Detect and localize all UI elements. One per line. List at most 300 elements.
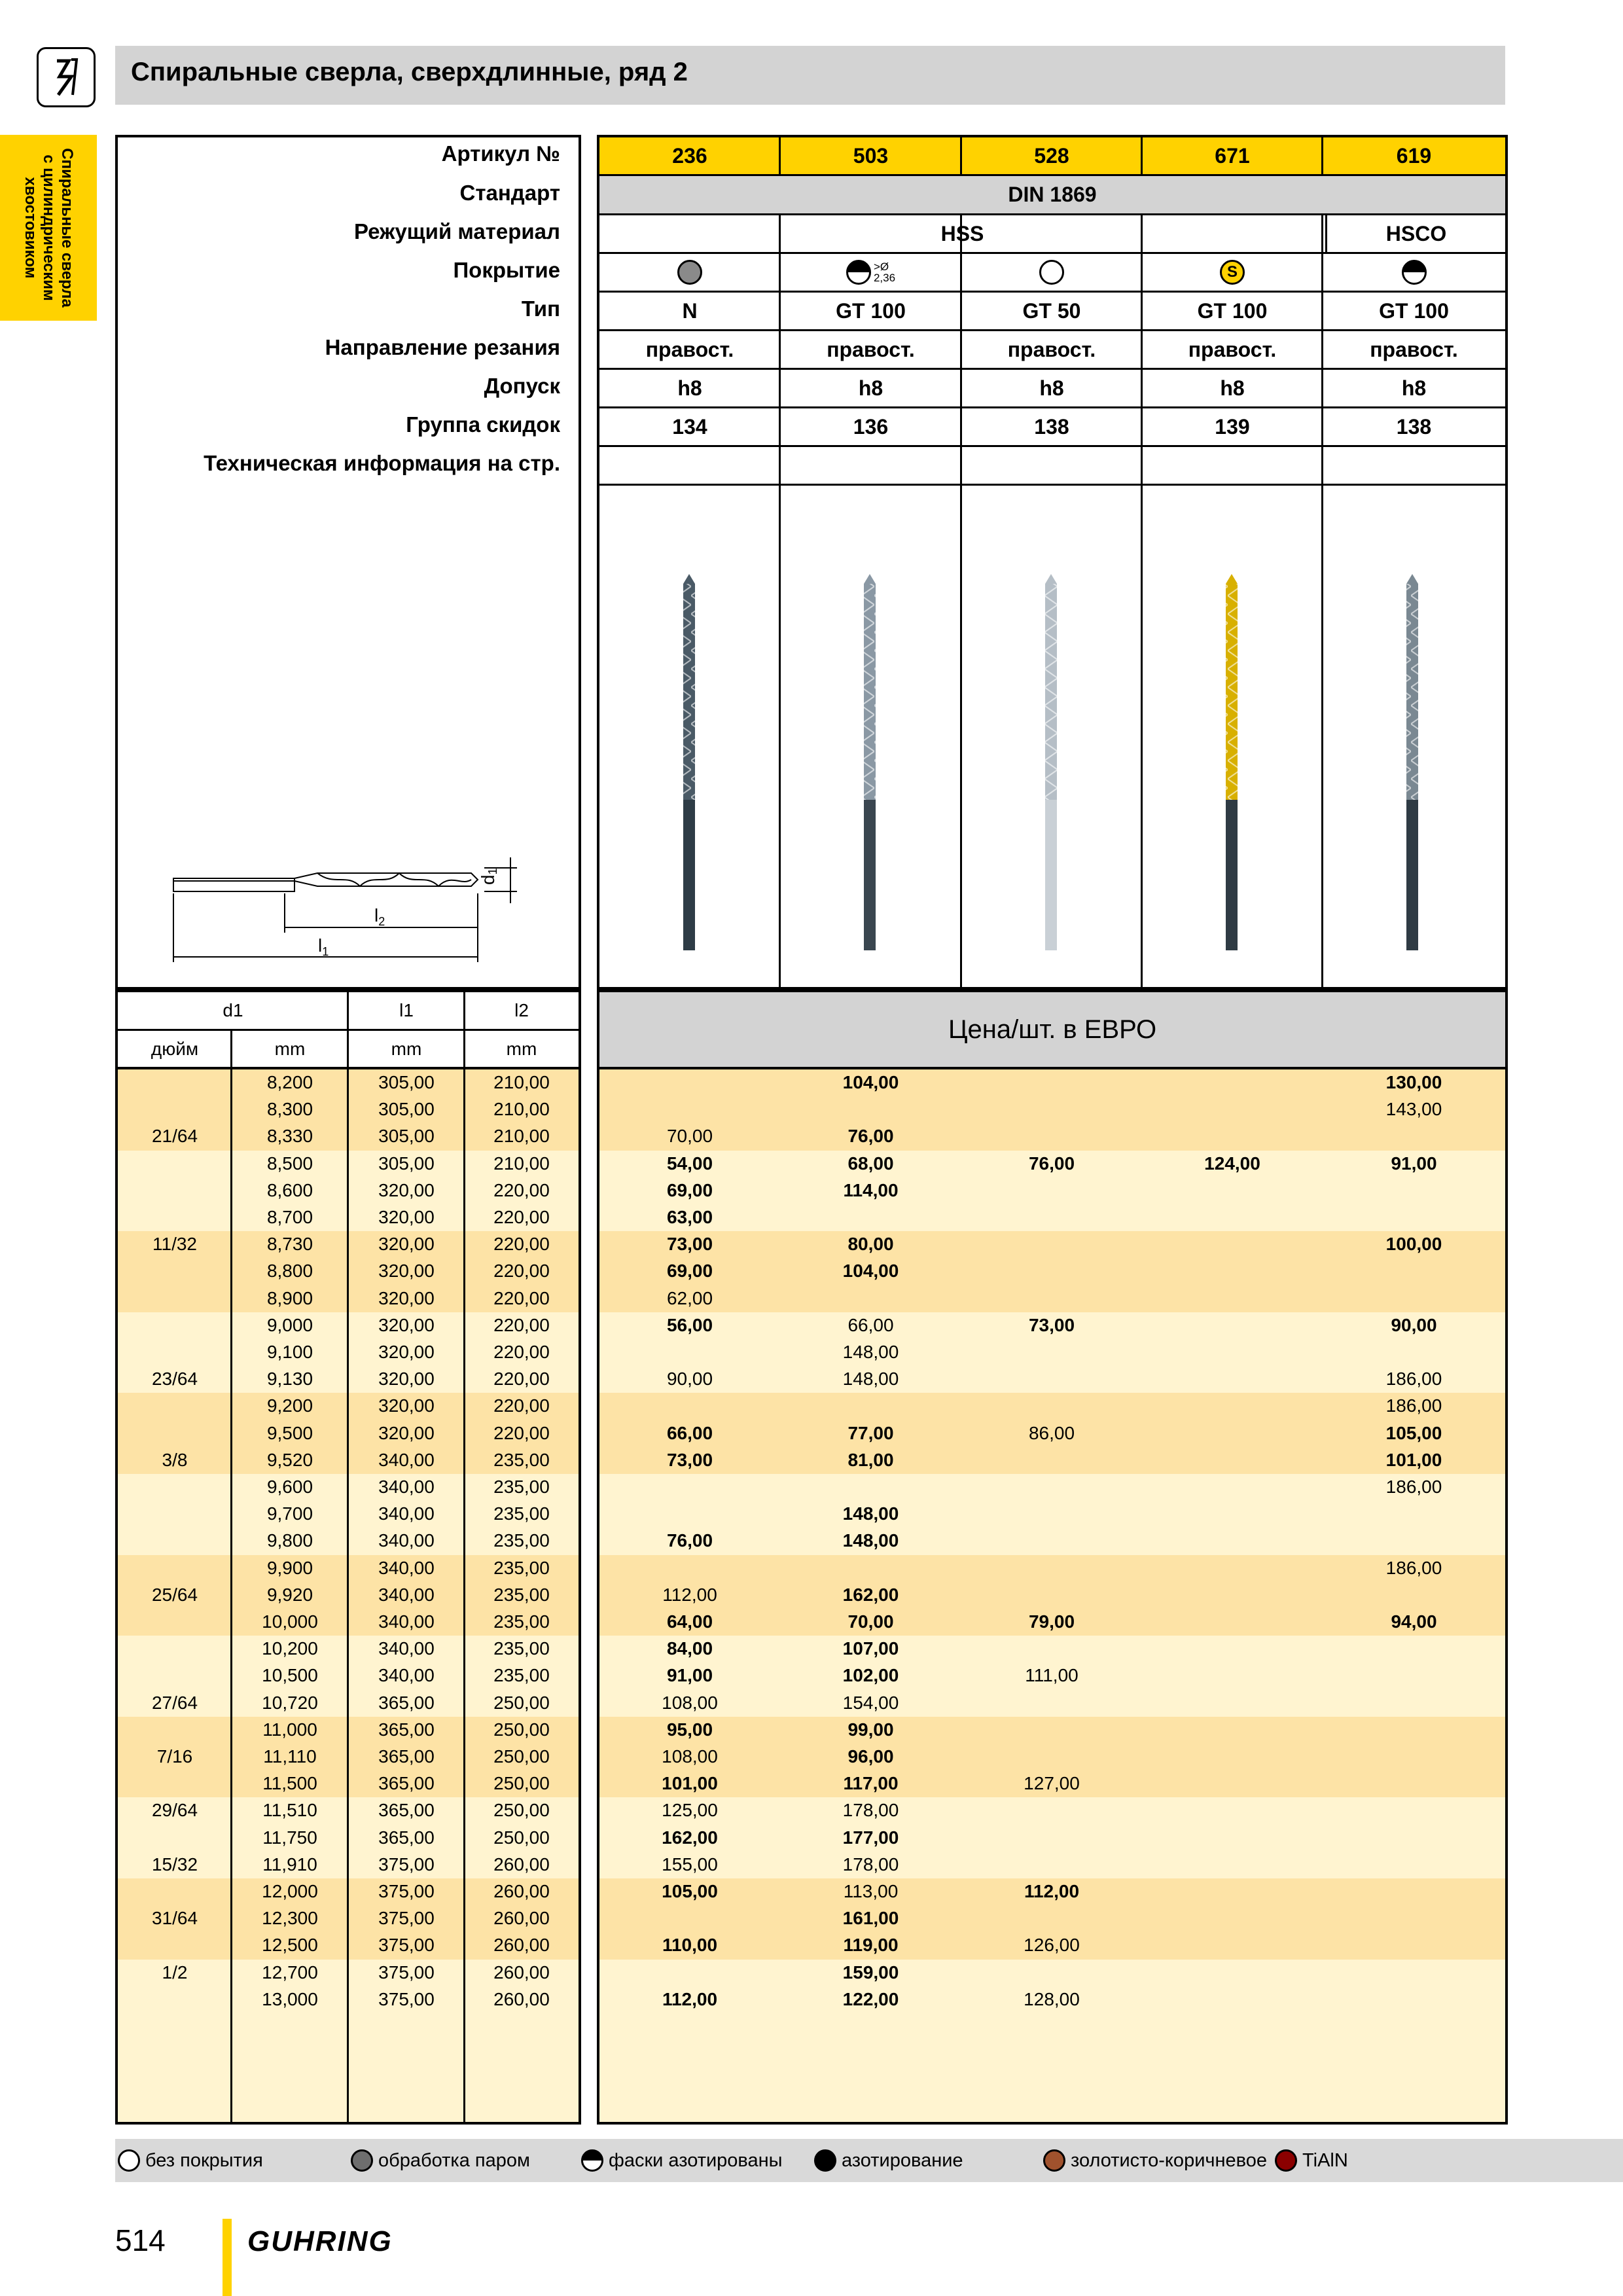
price-236: 101,00 <box>662 1773 718 1794</box>
cell-l1: 340,00 <box>378 1530 435 1551</box>
cell-l1: 305,00 <box>378 1153 435 1174</box>
side-tab <box>0 135 97 321</box>
diagram-d1-label: d1 <box>478 868 499 885</box>
cell-l2: 235,00 <box>493 1584 550 1605</box>
cell-l2: 235,00 <box>493 1503 550 1524</box>
cell-l2: 220,00 <box>493 1395 550 1416</box>
drill-503-image <box>864 574 876 950</box>
cell-l1: 320,00 <box>378 1207 435 1227</box>
cell-l2: 235,00 <box>493 1477 550 1497</box>
spec-article-619: 619 <box>1396 143 1432 168</box>
cell-d: 13,000 <box>262 1988 318 2009</box>
price-503: 104,00 <box>842 1261 899 1282</box>
price-503: 122,00 <box>842 1988 899 2009</box>
price-236: 73,00 <box>666 1234 713 1255</box>
spec-tolerance-619: h8 <box>1401 376 1427 400</box>
cell-d: 9,800 <box>266 1530 313 1551</box>
price-236: 64,00 <box>666 1611 713 1632</box>
price-header: Цена/шт. в ЕВРО <box>599 992 1505 1067</box>
price-503: 107,00 <box>842 1638 899 1659</box>
spec-discount-503: 136 <box>853 414 889 439</box>
steam-treated-icon <box>351 2149 373 2172</box>
price-619: 100,00 <box>1385 1234 1442 1255</box>
cell-l2: 220,00 <box>493 1261 550 1282</box>
spec-type-503: GT 100 <box>836 298 906 323</box>
price-236: 84,00 <box>666 1638 713 1659</box>
price-236: 105,00 <box>662 1881 718 1901</box>
cell-l1: 305,00 <box>378 1126 435 1147</box>
cell-l2: 250,00 <box>493 1800 550 1821</box>
spec-discount-619: 138 <box>1396 414 1432 439</box>
price-236: 73,00 <box>666 1449 713 1470</box>
cell-l1: 340,00 <box>378 1477 435 1497</box>
cell-inch: 25/64 <box>151 1584 198 1605</box>
price-236: 56,00 <box>666 1314 713 1335</box>
cell-d: 9,700 <box>266 1503 313 1524</box>
cell-d: 9,130 <box>266 1369 313 1390</box>
price-236: 76,00 <box>666 1530 713 1551</box>
spec-techinfo-236 <box>599 447 780 484</box>
logo <box>37 47 96 107</box>
price-619: 90,00 <box>1391 1314 1437 1335</box>
nitrided-chamfer-icon <box>581 2149 603 2172</box>
cell-inch: 15/32 <box>151 1854 198 1874</box>
price-503: 70,00 <box>847 1611 894 1632</box>
price-503: 80,00 <box>847 1234 894 1255</box>
cell-d: 11,750 <box>262 1827 317 1848</box>
legend-label: фаски азотированы <box>609 2149 783 2171</box>
spec-direction-671: правост. <box>1188 337 1277 361</box>
cell-l2: 220,00 <box>493 1207 550 1227</box>
cell-l1: 365,00 <box>378 1746 435 1767</box>
spec-techinfo-528 <box>961 447 1142 484</box>
spec-article-528: 528 <box>1034 143 1069 168</box>
cell-l2: 260,00 <box>493 1988 550 2009</box>
cell-d: 8,700 <box>266 1207 313 1227</box>
cell-l2: 260,00 <box>493 1908 550 1929</box>
cell-l2: 260,00 <box>493 1962 550 1982</box>
price-503: 178,00 <box>842 1800 899 1821</box>
cell-l2: 210,00 <box>493 1099 550 1120</box>
price-528: 86,00 <box>1028 1422 1075 1443</box>
label-tolerance: Допуск <box>484 374 560 398</box>
spec-article-236: 236 <box>672 143 707 168</box>
spec-techinfo-671 <box>1142 447 1323 484</box>
price-503: 77,00 <box>847 1422 894 1443</box>
spec-type-528: GT 50 <box>1022 298 1081 323</box>
spec-tolerance-236: h8 <box>677 376 702 400</box>
cell-l2: 235,00 <box>493 1530 550 1551</box>
price-503: 161,00 <box>842 1908 899 1929</box>
spec-direction-236: правост. <box>645 337 734 361</box>
cell-d: 9,900 <box>266 1557 313 1578</box>
drill-dimension-diagram <box>164 844 530 975</box>
spec-coating-619 <box>1323 254 1505 291</box>
legend-label: без покрытия <box>145 2149 263 2171</box>
spec-direction-528: правост. <box>1007 337 1096 361</box>
cell-d: 12,300 <box>262 1908 318 1929</box>
legend-item <box>1275 2149 1348 2172</box>
cell-inch: 1/2 <box>162 1962 188 1982</box>
row-line <box>599 291 1505 293</box>
cell-l2: 220,00 <box>493 1342 550 1362</box>
cell-d: 9,000 <box>266 1314 313 1335</box>
row-band <box>599 2040 1505 2122</box>
cell-l1: 365,00 <box>378 1692 435 1713</box>
price-236: 112,00 <box>662 1584 717 1605</box>
cell-l1: 340,00 <box>378 1503 435 1524</box>
cell-l1: 365,00 <box>378 1773 435 1794</box>
cell-inch: 23/64 <box>151 1369 198 1390</box>
price-503: 148,00 <box>842 1369 899 1390</box>
cell-inch: 29/64 <box>151 1800 198 1821</box>
header-l2: l2 <box>514 1000 529 1020</box>
cell-l2: 250,00 <box>493 1827 550 1848</box>
legend-label: золотисто-коричневое <box>1071 2149 1267 2171</box>
cell-d: 9,520 <box>266 1449 313 1470</box>
cell-d: 8,500 <box>266 1153 313 1174</box>
cell-l2: 235,00 <box>493 1611 550 1632</box>
cell-l1: 365,00 <box>378 1827 435 1848</box>
price-503: 104,00 <box>842 1072 899 1092</box>
cell-l1: 365,00 <box>378 1800 435 1821</box>
price-236: 69,00 <box>666 1261 713 1282</box>
cell-d: 9,200 <box>266 1395 313 1416</box>
cell-d: 10,000 <box>262 1611 318 1632</box>
price-619: 186,00 <box>1385 1395 1442 1416</box>
spec-article-503: 503 <box>853 143 889 168</box>
price-503: 148,00 <box>842 1530 899 1551</box>
cell-d: 11,110 <box>263 1746 317 1767</box>
price-236: 90,00 <box>666 1369 713 1390</box>
cell-l1: 320,00 <box>378 1422 435 1443</box>
cell-l1: 375,00 <box>378 1988 435 2009</box>
header-d1: d1 <box>223 1000 243 1020</box>
cell-d: 11,000 <box>262 1719 317 1740</box>
price-503: 102,00 <box>842 1665 899 1686</box>
legend-label: TiAlN <box>1302 2149 1348 2171</box>
price-236: 112,00 <box>662 1988 718 2009</box>
row-line <box>599 406 1505 408</box>
cell-l1: 340,00 <box>378 1638 435 1659</box>
legend-item <box>814 2149 963 2172</box>
label-material: Режущий материал <box>353 219 560 243</box>
row-line <box>599 368 1505 370</box>
price-503: 177,00 <box>842 1827 899 1848</box>
cell-inch: 11/32 <box>152 1234 197 1255</box>
page-title: Спиральные сверла, сверхдлинные, ряд 2 <box>131 58 688 86</box>
cell-d: 12,700 <box>262 1962 318 1982</box>
price-528: 127,00 <box>1024 1773 1080 1794</box>
drill-671-image <box>1226 574 1238 950</box>
price-528: 126,00 <box>1024 1935 1080 1956</box>
cell-l1: 305,00 <box>378 1099 435 1120</box>
cell-l2: 260,00 <box>493 1881 550 1901</box>
drill-236-image <box>683 574 695 950</box>
material-hss-cell: HSS <box>599 213 1325 252</box>
cell-l2: 235,00 <box>493 1449 550 1470</box>
cell-d: 8,800 <box>266 1261 313 1282</box>
cell-l2: 210,00 <box>493 1153 550 1174</box>
label-standard: Стандарт <box>459 181 560 205</box>
cell-d: 9,600 <box>266 1477 313 1497</box>
coating-note: >Ø 2,36 <box>873 260 896 284</box>
spec-discount-236: 134 <box>672 414 707 439</box>
cell-l2: 220,00 <box>493 1422 550 1443</box>
cell-l1: 340,00 <box>378 1449 435 1470</box>
price-236: 62,00 <box>666 1287 713 1308</box>
price-503: 178,00 <box>842 1854 899 1874</box>
spec-type-671: GT 100 <box>1197 298 1268 323</box>
cell-l2: 250,00 <box>493 1719 550 1740</box>
cell-inch: 7/16 <box>156 1746 193 1767</box>
cell-d: 11,510 <box>262 1800 317 1821</box>
price-503: 117,00 <box>843 1773 899 1794</box>
price-236: 54,00 <box>666 1153 713 1174</box>
cell-l2: 250,00 <box>493 1746 550 1767</box>
cell-d: 12,500 <box>262 1935 318 1956</box>
cell-d: 10,200 <box>262 1638 318 1659</box>
cell-d: 8,600 <box>266 1179 313 1200</box>
price-236: 63,00 <box>666 1207 713 1227</box>
spec-techinfo-619 <box>1323 447 1505 484</box>
cell-d: 9,920 <box>266 1584 313 1605</box>
price-619: 186,00 <box>1385 1477 1442 1497</box>
cell-l2: 250,00 <box>493 1773 550 1794</box>
header-mm: mm <box>274 1039 306 1059</box>
cell-l1: 375,00 <box>378 1962 435 1982</box>
spec-type-236: N <box>682 298 698 323</box>
legend-label: азотирование <box>842 2149 963 2171</box>
price-503: 66,00 <box>847 1314 894 1335</box>
legend-item <box>118 2149 263 2172</box>
cell-d: 8,330 <box>266 1126 313 1147</box>
price-503: 159,00 <box>842 1962 899 1982</box>
price-503: 113,00 <box>843 1881 899 1901</box>
cell-l1: 320,00 <box>378 1342 435 1362</box>
diagram-l2-label: $l_2$ <box>374 905 385 928</box>
cell-d: 9,500 <box>266 1422 313 1443</box>
spec-techinfo-503 <box>780 447 961 484</box>
cell-inch: 21/64 <box>151 1126 198 1147</box>
price-236: 108,00 <box>662 1746 718 1767</box>
legend-item <box>351 2149 530 2172</box>
price-619: 130,00 <box>1385 1072 1442 1092</box>
label-coating: Покрытие <box>453 258 560 282</box>
cell-l2: 220,00 <box>493 1179 550 1200</box>
drill-images <box>599 486 1505 988</box>
s-coating-icon <box>1220 260 1245 285</box>
drill-619-image <box>1406 574 1418 950</box>
tialn-icon <box>1275 2149 1297 2172</box>
spec-coating-671 <box>1142 254 1323 291</box>
cell-l1: 320,00 <box>378 1369 435 1390</box>
label-article: Артикул № <box>441 141 560 166</box>
label-direction: Направление резания <box>325 335 560 359</box>
cell-l1: 320,00 <box>378 1287 435 1308</box>
price-236: 110,00 <box>662 1935 718 1956</box>
nitrided-icon <box>814 2149 836 2172</box>
price-236: 95,00 <box>666 1719 713 1740</box>
price-619: 94,00 <box>1391 1611 1437 1632</box>
cell-l2: 220,00 <box>493 1234 550 1255</box>
cell-l1: 375,00 <box>378 1881 435 1901</box>
cell-l1: 375,00 <box>378 1935 435 1956</box>
spec-direction-503: правост. <box>827 337 915 361</box>
cell-l1: 320,00 <box>378 1314 435 1335</box>
cell-l2: 235,00 <box>493 1638 550 1659</box>
side-tab-line: хвостовиком <box>22 177 39 279</box>
header-mm: mm <box>506 1039 537 1059</box>
price-619: 143,00 <box>1385 1099 1442 1120</box>
material-hsco-cell: HSCO <box>1325 213 1505 252</box>
cell-l2: 260,00 <box>493 1935 550 1956</box>
cell-l1: 320,00 <box>378 1179 435 1200</box>
price-236: 108,00 <box>662 1692 718 1713</box>
price-503: 96,00 <box>847 1746 894 1767</box>
cell-d: 8,730 <box>266 1234 313 1255</box>
price-236: 70,00 <box>666 1126 713 1147</box>
label-discount: Группа скидок <box>406 412 560 437</box>
price-619: 186,00 <box>1385 1557 1442 1578</box>
cell-d: 8,200 <box>266 1072 313 1092</box>
header-mm: mm <box>391 1039 422 1059</box>
spec-tolerance-671: h8 <box>1220 376 1245 400</box>
cell-d: 8,300 <box>266 1099 313 1120</box>
cell-l1: 340,00 <box>378 1611 435 1632</box>
row-line <box>599 252 1505 254</box>
price-236: 162,00 <box>662 1827 718 1848</box>
cell-d: 8,900 <box>266 1287 313 1308</box>
cell-l1: 340,00 <box>378 1665 435 1686</box>
price-503: 148,00 <box>842 1342 899 1362</box>
price-528: 73,00 <box>1028 1314 1075 1335</box>
side-tab-text <box>21 148 76 307</box>
spec-coating-503 <box>780 254 961 291</box>
cell-l1: 375,00 <box>378 1908 435 1929</box>
price-619: 91,00 <box>1391 1153 1437 1174</box>
spec-coating-528 <box>961 254 1142 291</box>
nitrided-chamfer-icon <box>846 260 871 285</box>
label-type: Тип <box>521 296 560 321</box>
cell-l1: 365,00 <box>378 1719 435 1740</box>
price-503: 68,00 <box>847 1153 894 1174</box>
price-619: 101,00 <box>1385 1449 1442 1470</box>
legend-label: обработка паром <box>378 2149 530 2171</box>
cell-d: 12,000 <box>262 1881 318 1901</box>
price-671: 124,00 <box>1204 1153 1260 1174</box>
side-tab-line: с цилиндрическим <box>40 154 58 301</box>
spec-tolerance-503: h8 <box>858 376 883 400</box>
cell-inch: 31/64 <box>151 1908 198 1929</box>
cell-inch: 3/8 <box>162 1449 188 1470</box>
coating-letter: S <box>1226 263 1238 281</box>
spec-coating-236 <box>599 254 780 291</box>
price-619: 186,00 <box>1385 1369 1442 1390</box>
cell-l1: 340,00 <box>378 1557 435 1578</box>
price-503: 119,00 <box>843 1935 899 1956</box>
cell-l2: 220,00 <box>493 1287 550 1308</box>
cell-l2: 220,00 <box>493 1369 550 1390</box>
price-503: 148,00 <box>842 1503 899 1524</box>
uncoated-icon <box>118 2149 140 2172</box>
side-tab-line: Спиральные сверла <box>58 148 76 308</box>
cell-d: 11,910 <box>262 1854 317 1874</box>
spec-tolerance-528: h8 <box>1039 376 1064 400</box>
price-528: 128,00 <box>1024 1988 1080 2009</box>
cell-d: 10,500 <box>262 1665 318 1686</box>
spec-article-671: 671 <box>1215 143 1250 168</box>
nitrided-chamfer-icon <box>1402 260 1427 285</box>
cell-l2: 250,00 <box>493 1692 550 1713</box>
standard-cell: DIN 1869 <box>599 174 1505 213</box>
price-528: 79,00 <box>1028 1611 1075 1632</box>
price-503: 76,00 <box>847 1126 894 1147</box>
price-528: 112,00 <box>1024 1881 1080 1901</box>
header-inch: дюйм <box>151 1039 199 1059</box>
price-236: 155,00 <box>662 1854 718 1874</box>
cell-l2: 235,00 <box>493 1665 550 1686</box>
price-503: 154,00 <box>842 1692 899 1713</box>
cell-d: 10,720 <box>262 1692 318 1713</box>
cell-l2: 210,00 <box>493 1126 550 1147</box>
price-503: 114,00 <box>843 1179 899 1200</box>
spec-direction-619: правост. <box>1370 337 1458 361</box>
cell-l2: 260,00 <box>493 1854 550 1874</box>
spec-type-619: GT 100 <box>1379 298 1449 323</box>
steam-treated-icon <box>677 260 702 285</box>
price-236: 91,00 <box>666 1665 713 1686</box>
cell-l1: 305,00 <box>378 1072 435 1092</box>
spec-discount-528: 138 <box>1034 414 1069 439</box>
price-503: 99,00 <box>847 1719 894 1740</box>
legend-item <box>1043 2149 1267 2172</box>
label-techinfo: Техническая информация на стр. <box>204 451 560 475</box>
legend-item <box>581 2149 783 2172</box>
cell-l2: 210,00 <box>493 1072 550 1092</box>
cell-l1: 320,00 <box>378 1261 435 1282</box>
cell-l1: 375,00 <box>378 1854 435 1874</box>
price-528: 76,00 <box>1028 1153 1075 1174</box>
price-236: 125,00 <box>662 1800 718 1821</box>
cell-l2: 220,00 <box>493 1314 550 1335</box>
page-number: 514 <box>115 2223 166 2257</box>
diagram-l1-label: $l_1$ <box>318 935 329 958</box>
price-236: 69,00 <box>666 1179 713 1200</box>
brand-logo: GUHRING <box>247 2225 393 2257</box>
price-503: 81,00 <box>847 1449 894 1470</box>
row-line <box>599 445 1505 447</box>
uncoated-icon <box>1039 260 1064 285</box>
header-l1: l1 <box>399 1000 414 1020</box>
cell-l2: 235,00 <box>493 1557 550 1578</box>
cell-l1: 320,00 <box>378 1395 435 1416</box>
drill-528-image <box>1045 574 1057 950</box>
cell-l1: 340,00 <box>378 1584 435 1605</box>
price-528: 111,00 <box>1025 1665 1079 1686</box>
cell-inch: 27/64 <box>151 1692 198 1713</box>
price-236: 66,00 <box>666 1422 713 1443</box>
footer-accent <box>223 2219 232 2296</box>
price-619: 105,00 <box>1385 1422 1442 1443</box>
cell-l1: 320,00 <box>378 1234 435 1255</box>
price-503: 162,00 <box>842 1584 899 1605</box>
cell-d: 11,500 <box>262 1773 317 1794</box>
cell-d: 9,100 <box>266 1342 313 1362</box>
gold-brown-icon <box>1043 2149 1065 2172</box>
row-line <box>599 329 1505 331</box>
spec-discount-671: 139 <box>1215 414 1250 439</box>
